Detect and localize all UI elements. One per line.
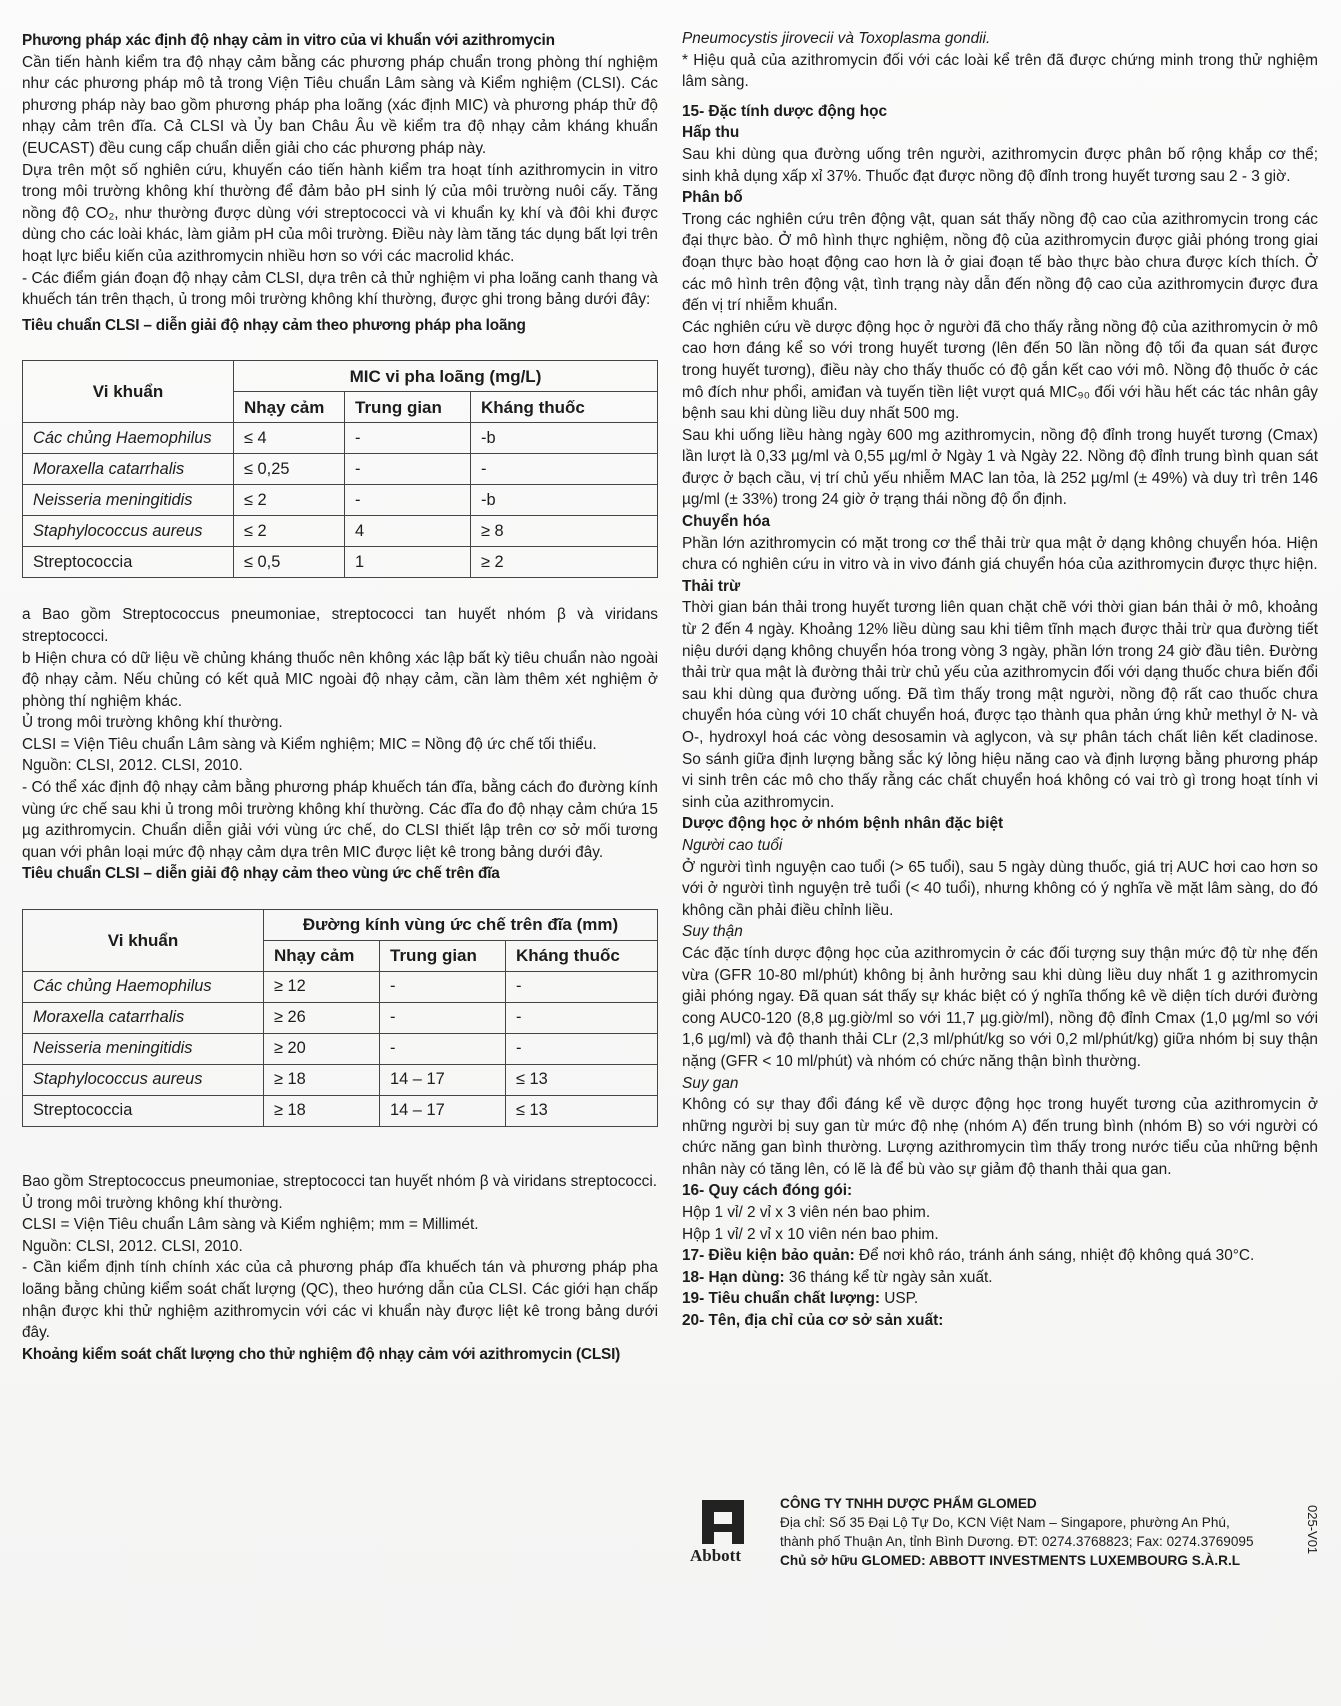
column-header-mic-group: MIC vi pha loãng (mg/L) bbox=[234, 361, 658, 392]
organism-cell: Streptococcia bbox=[23, 547, 234, 578]
intermediate-cell: - bbox=[380, 1003, 506, 1034]
intermediate-cell: 4 bbox=[345, 516, 471, 547]
table-row bbox=[23, 972, 658, 1003]
paragraph-distribution-3: Sau khi uống liều hàng ngày 600 mg azithromycin, nồng độ đỉnh trong huyết tương (Cmax) lần lượt là 0,33 µg/ml và 0,55 µg/ml ở Ngày 1 và Ngày 22. Nồng độ đỉnh trung bình quan sát được ở bạch cầu, vị trí chủ yếu nhiễm MAC lan tỏa, là 252 µg/ml (± 49%) và duy trì trên 146 µg/ml (± 33%) trong 24 giờ ở trạng thái nồng độ ổn định. bbox=[682, 426, 1318, 509]
table-title-dilution: Tiêu chuẩn CLSI – diễn giải độ nhạy cảm theo phương pháp pha loãng bbox=[22, 316, 526, 334]
susceptible-cell: ≤ 2 bbox=[234, 485, 345, 516]
table-row bbox=[23, 485, 658, 516]
storage-line bbox=[682, 1245, 1318, 1267]
intermediate-cell: 1 bbox=[345, 547, 471, 578]
paragraph-hepatic: Không có sự thay đổi đáng kể về dược động học trong huyết tương của azithromycin ở những người bị suy gan từ mức độ nhẹ (nhóm A) đến trung bình (nhóm B) so với người có chức năng gan bình thường. Lượng azithromycin tìm thấy trong nước tiểu của những bệnh nhân này có tăng lên, có lẽ là để bù vào sự giảm độ thanh thải qua gan. bbox=[682, 1096, 1318, 1178]
shelf-life-text: 36 tháng kể từ ngày sản xuất. bbox=[784, 1268, 993, 1286]
table-row bbox=[23, 423, 658, 454]
footnote-abbrev2: CLSI = Viện Tiêu chuẩn Lâm sàng và Kiểm nghiệm; mm = Millimét. bbox=[22, 1216, 479, 1234]
intermediate-cell: 14 – 17 bbox=[380, 1065, 506, 1096]
resistant-cell: -b bbox=[471, 423, 658, 454]
table-title-disk: Tiêu chuẩn CLSI – diễn giải độ nhạy cảm theo vùng ức chế trên đĩa bbox=[22, 865, 500, 883]
column-header-organism: Vi khuẩn bbox=[23, 361, 234, 423]
heading-absorption: Hấp thu bbox=[682, 124, 740, 142]
organism-cell: Neisseria meningitidis bbox=[23, 1034, 264, 1065]
resistant-cell: ≥ 8 bbox=[471, 516, 658, 547]
heading-invitro-susceptibility: Phương pháp xác định độ nhạy cảm in vitro của vi khuẩn với azithromycin bbox=[22, 32, 555, 49]
susceptible-cell: ≤ 0,5 bbox=[234, 547, 345, 578]
packaging-item: Hộp 1 vỉ/ 2 vỉ x 3 viên nén bao phim. bbox=[682, 1204, 931, 1222]
paragraph-elimination: Thời gian bán thải trong huyết tương liên quan chặt chẽ với thời gian bán thải ở mô, khoảng từ 2 đến 4 ngày. Khoảng 12% liều dùng sau khi tiêm tĩnh mạch được thải trừ qua đường tiết niệu dưới dạng không chuyển hóa trong vòng 3 ngày, phần lớn trong 24 giờ đầu tiên. Đường thải trừ qua mật là đường thải trừ chủ yếu của azithromycin đối với dạng thuốc chưa biến đổi sau khi dùng qua đường uống. Đã tìm thấy trong mật người, nồng độ rất cao thuốc chưa chuyển hóa cùng với 10 chất chuyển hoá, được tạo thành qua phản ứng khử methyl ở N- và O-, hydroxyl hoá các vòng desosamin và aglycon, và sự phân tách chất liên kết cladinose. So sánh giữa định lượng bằng sắc ký lỏng hiệu năng cao và định lượng bằng phương pháp vi sinh trên các mô cho thấy rằng các chất chuyển hoá không có vai trò gì trong hoạt tính vi sinh của azithromycin. bbox=[682, 599, 1318, 811]
company-name: CÔNG TY TNHH DƯỢC PHẨM GLOMED bbox=[780, 1496, 1037, 1511]
manufacturer-block bbox=[688, 1494, 1318, 1574]
table-row bbox=[23, 547, 658, 578]
paragraph-absorption: Sau khi dùng qua đường uống trên người, azithromycin được phân bố rộng khắp cơ thể; sinh khả dụng xấp xỉ 37%. Thuốc đạt được nồng độ đỉnh trong huyết tương sau 2 - 3 giờ. bbox=[682, 145, 1318, 185]
susceptible-cell: ≥ 18 bbox=[264, 1096, 380, 1127]
organism-line: Pneumocystis jirovecii và Toxoplasma gondii. bbox=[682, 30, 991, 47]
footnote-source2: Nguồn: CLSI, 2012. CLSI, 2010. bbox=[22, 1237, 243, 1255]
intermediate-cell: 14 – 17 bbox=[380, 1096, 506, 1127]
susceptible-cell: ≤ 4 bbox=[234, 423, 345, 454]
heading-packaging: 16- Quy cách đóng gói: bbox=[682, 1182, 853, 1200]
company-owner: Chủ sở hữu GLOMED: ABBOTT INVESTMENTS LUXEMBOURG S.À.R.L bbox=[780, 1553, 1241, 1568]
table-row bbox=[23, 1034, 658, 1065]
susceptible-cell: ≤ 2 bbox=[234, 516, 345, 547]
organism-cell: Các chủng Haemophilus bbox=[23, 972, 264, 1003]
footnote-a2: Bao gồm Streptococcus pneumoniae, streptococci tan huyết nhóm β và viridans streptococci. bbox=[22, 1173, 658, 1191]
heading-quality-standard: 19- Tiêu chuẩn chất lượng: bbox=[682, 1290, 880, 1308]
column-header-susceptible: Nhạy cảm bbox=[234, 392, 345, 423]
column-header-resistant: Kháng thuốc bbox=[471, 392, 658, 423]
heading-hepatic: Suy gan bbox=[682, 1074, 739, 1092]
footnote-ambient: Ủ trong môi trường không khí thường. bbox=[22, 714, 283, 732]
resistant-cell: - bbox=[506, 972, 658, 1003]
heading-renal: Suy thận bbox=[682, 923, 743, 941]
organism-cell: Streptococcia bbox=[23, 1096, 264, 1127]
paragraph-elderly: Ở người tình nguyện cao tuổi (> 65 tuổi), sau 5 ngày dùng thuốc, giá trị AUC hơi cao hơn so với ở người tình nguyện trẻ tuổi (< 40 tuổi), nhưng không có ý nghĩa về mặt lâm sàng, do đó không cần phải điều chỉnh liều. bbox=[682, 858, 1318, 919]
resistant-cell: - bbox=[506, 1034, 658, 1065]
organism-cell: Các chủng Haemophilus bbox=[23, 423, 234, 454]
resistant-cell: ≤ 13 bbox=[506, 1096, 658, 1127]
organism-cell: Moraxella catarrhalis bbox=[23, 1003, 264, 1034]
susceptible-cell: ≥ 12 bbox=[264, 972, 380, 1003]
footnote-source: Nguồn: CLSI, 2012. CLSI, 2010. bbox=[22, 757, 243, 775]
quality-standard-text: USP. bbox=[879, 1290, 919, 1308]
intermediate-cell: - bbox=[345, 485, 471, 516]
intermediate-cell: - bbox=[380, 1034, 506, 1065]
document-code-text: 025-V01 bbox=[1305, 1505, 1320, 1555]
resistant-cell: - bbox=[471, 454, 658, 485]
column-header-intermediate: Trung gian bbox=[380, 941, 506, 972]
paragraph-ambient-air: Dựa trên một số nghiên cứu, khuyến cáo tiến hành kiểm tra hoạt tính azithromycin in vitro trong môi trường không khí thường để đảm bảo pH sinh lý của môi trường nuôi cấy. Tăng nồng độ CO₂, như thường được dùng với streptococci và vi khuẩn kỵ khí và đôi khi được dùng cho các loài khác, làm giảm pH của môi trường. Điều này làm tăng tác dụng bất lợi trên hoạt lực biểu kiến của azithromycin nhiều hơn so với các macrolid khác. bbox=[22, 161, 658, 265]
table-row bbox=[23, 1003, 658, 1034]
organism-cell: Staphylococcus aureus bbox=[23, 1065, 264, 1096]
susceptible-cell: ≤ 0,25 bbox=[234, 454, 345, 485]
paragraph-distribution-2: Các nghiên cứu về dược động học ở người đã cho thấy rằng nồng độ của azithromycin ở mô cao hơn đáng kể so với trong huyết tương (lên đến 50 lần nồng độ tối đa quan sát được trong huyết tương), điều này cho thấy thuốc có độ gắn kết cao với mô. Nồng độ thuốc ở các mô đích như phổi, amiđan và tuyến tiền liệt vượt quá MIC₉₀ đối với hầu hết các tác nhân gây bệnh sau khi dùng liều duy nhất 500 mg. bbox=[682, 318, 1318, 423]
right-column bbox=[682, 28, 1318, 1332]
packaging-item: Hộp 1 vỉ/ 2 vỉ x 10 viên nén bao phim. bbox=[682, 1225, 939, 1243]
paragraph-renal: Các đặc tính dược động học của azithromycin ở các đối tượng suy thận mức độ từ nhẹ đến vừa (GFR 10-80 ml/phút) không bị ảnh hưởng sau khi dùng liều duy nhất 1 g azithromycin giải phóng ngay. Đã quan sát thấy sự khác biệt có ý nghĩa thống kê về diện tích dưới đường cong AUC0-120 (8,8 µg.giờ/ml so với 11,7 µg.giờ/ml), nồng độ đỉnh Cmax (1,0 µg/ml so với 1,6 µg/ml) và độ thanh thải CLr (2,3 ml/phút/kg so với 0,2 ml/phút/kg) giữa nhóm bị suy thận nặng (GFR < 10 ml/phút) và nhóm có chức năng thận bình thường. bbox=[682, 944, 1318, 1070]
susceptible-cell: ≥ 18 bbox=[264, 1065, 380, 1096]
heading-pharmacokinetics: 15- Đặc tính dược động học bbox=[682, 102, 888, 120]
footnote-ambient2: Ủ trong môi trường không khí thường. bbox=[22, 1194, 283, 1212]
table-dilution-breakpoints bbox=[22, 360, 658, 578]
heading-distribution: Phân bố bbox=[682, 189, 743, 207]
heading-qc-ranges: Khoảng kiểm soát chất lượng cho thử nghiệm độ nhạy cảm với azithromycin (CLSI) bbox=[22, 1345, 621, 1363]
organism-cell: Staphylococcus aureus bbox=[23, 516, 234, 547]
footnote-a: a Bao gồm Streptococcus pneumoniae, streptococci tan huyết nhóm β và viridans streptococci. bbox=[22, 606, 658, 645]
paragraph-clsi-breakpoints: - Các điểm gián đoạn độ nhạy cảm CLSI, dựa trên cả thử nghiệm vi pha loãng canh thang và khuếch tán trên thạch, ủ trong môi trường không khí thường, được ghi trong bảng dưới đây: bbox=[22, 269, 658, 309]
heading-shelf-life: 18- Hạn dùng: bbox=[682, 1268, 785, 1286]
company-address-2: thành phố Thuận An, tỉnh Bình Dương. ĐT: 0274.3768823; Fax: 0274.3769095 bbox=[780, 1534, 1254, 1549]
intermediate-cell: - bbox=[380, 972, 506, 1003]
paragraph-qc-strains: - Cần kiểm định tính chính xác của cả phương pháp đĩa khuếch tán và phương pháp pha loãng bằng chủng kiểm soát chất lượng (QC), theo hướng dẫn của CLSI. Các giới hạn chấp nhận được khi thử nghiệm azithromycin với các vi khuẩn này được liệt kê trong bảng dưới đây. bbox=[22, 1259, 658, 1342]
paragraph-disk-diffusion: - Có thể xác định độ nhạy cảm bằng phương pháp khuếch tán đĩa, bằng cách đo đường kính vùng ức chế sau khi ủ trong môi trường không khí thường. Các đĩa đo độ nhạy cảm chứa 15 µg azithromycin. Chuẩn diễn giải với vùng ức chế, do CLSI thiết lập trên cơ sở mối tương quan với phân loại mức độ nhạy cảm dựa trên MIC được liệt kê trong bảng dưới đây. bbox=[22, 779, 658, 861]
column-header-intermediate: Trung gian bbox=[345, 392, 471, 423]
heading-elimination: Thải trừ bbox=[682, 577, 741, 595]
footnote-b: b Hiện chưa có dữ liệu về chủng kháng thuốc nên không xác lập bất kỳ tiêu chuẩn nào ngoài độ nhạy cảm. Nếu chủng có kết quả MIC ngoài độ nhạy cảm, cần làm thêm xét nghiệm ở phòng thí nghiệm khác. bbox=[22, 649, 658, 710]
susceptible-cell: ≥ 20 bbox=[264, 1034, 380, 1065]
heading-metabolism: Chuyển hóa bbox=[682, 513, 771, 531]
resistant-cell: - bbox=[506, 1003, 658, 1034]
heading-storage: 17- Điều kiện bảo quản: bbox=[682, 1247, 855, 1265]
resistant-cell: -b bbox=[471, 485, 658, 516]
intermediate-cell: - bbox=[345, 423, 471, 454]
intermediate-cell: - bbox=[345, 454, 471, 485]
footnote-abbrev: CLSI = Viện Tiêu chuẩn Lâm sàng và Kiểm nghiệm; MIC = Nồng độ ức chế tối thiểu. bbox=[22, 735, 597, 753]
organism-cell: Moraxella catarrhalis bbox=[23, 454, 234, 485]
paragraph-testing-methods: Cần tiến hành kiểm tra độ nhạy cảm bằng các phương pháp chuẩn trong phòng thí nghiệm như các phương pháp mô tả trong Viện Tiêu chuẩn Lâm sàng và Kiểm nghiệm (CLSI). Các phương pháp này bao gồm phương pháp pha loãng (xác định MIC) và phương pháp thử độ nhạy cảm trên đĩa. Cả CLSI và Ủy ban Châu Âu về kiểm tra độ nhạy cảm kháng khuẩn (EUCAST) đều cung cấp chuẩn diễn giải cho các phương pháp này. bbox=[22, 53, 658, 157]
paragraph-distribution-1: Trong các nghiên cứu trên động vật, quan sát thấy nồng độ cao của azithromycin trong các đại thực bào. Ở mô hình thực nghiệm, nồng độ của azithromycin được giải phóng trong giai đoạn thực bào hoạt động cao hơn là ở giai đoạn tế bào thực bào chưa được kích thích. Ở các mô hình trên động vật, tình trạng này dẫn đến nồng độ cao của azithromycin được đưa đến vị trí nhiễm khuẩn. bbox=[682, 210, 1318, 315]
column-header-zone-group: Đường kính vùng ức chế trên đĩa (mm) bbox=[264, 910, 658, 941]
efficacy-note: * Hiệu quả của azithromycin đối với các loài kể trên đã được chứng minh trong thử nghiệm lâm sàng. bbox=[682, 51, 1318, 91]
shelf-life-line bbox=[682, 1267, 1318, 1289]
table-row bbox=[23, 454, 658, 485]
column-header-organism: Vi khuẩn bbox=[23, 910, 264, 972]
left-column bbox=[22, 30, 658, 1365]
column-header-resistant: Kháng thuốc bbox=[506, 941, 658, 972]
heading-elderly: Người cao tuổi bbox=[682, 836, 783, 854]
table-row bbox=[23, 516, 658, 547]
table-disk-breakpoints bbox=[22, 909, 658, 1127]
logo-text: Abbott bbox=[690, 1546, 742, 1565]
company-info bbox=[780, 1494, 1254, 1570]
heading-manufacturer: 20- Tên, địa chỉ của cơ sở sản xuất: bbox=[682, 1312, 944, 1330]
table-row bbox=[23, 1065, 658, 1096]
susceptible-cell: ≥ 26 bbox=[264, 1003, 380, 1034]
resistant-cell: ≥ 2 bbox=[471, 547, 658, 578]
table-row bbox=[23, 1096, 658, 1127]
heading-special-populations: Dược động học ở nhóm bệnh nhân đặc biệt bbox=[682, 815, 1004, 833]
column-header-susceptible: Nhạy cảm bbox=[264, 941, 380, 972]
quality-standard-line bbox=[682, 1288, 1318, 1310]
company-address-1: Địa chỉ: Số 35 Đại Lộ Tự Do, KCN Việt Nam – Singapore, phường An Phú, bbox=[780, 1515, 1230, 1530]
organism-cell: Neisseria meningitidis bbox=[23, 485, 234, 516]
resistant-cell: ≤ 13 bbox=[506, 1065, 658, 1096]
paragraph-metabolism: Phần lớn azithromycin có mặt trong cơ thể thải trừ qua mật ở dạng không chuyển hóa. Hiện chưa có nghiên cứu in vitro và in vivo đánh giá chuyển hóa của azithromycin được thực hiện. bbox=[682, 534, 1318, 574]
document-code bbox=[1306, 1505, 1322, 1575]
storage-text: Để nơi khô ráo, tránh ánh sáng, nhiệt độ không quá 30°C. bbox=[854, 1247, 1255, 1265]
